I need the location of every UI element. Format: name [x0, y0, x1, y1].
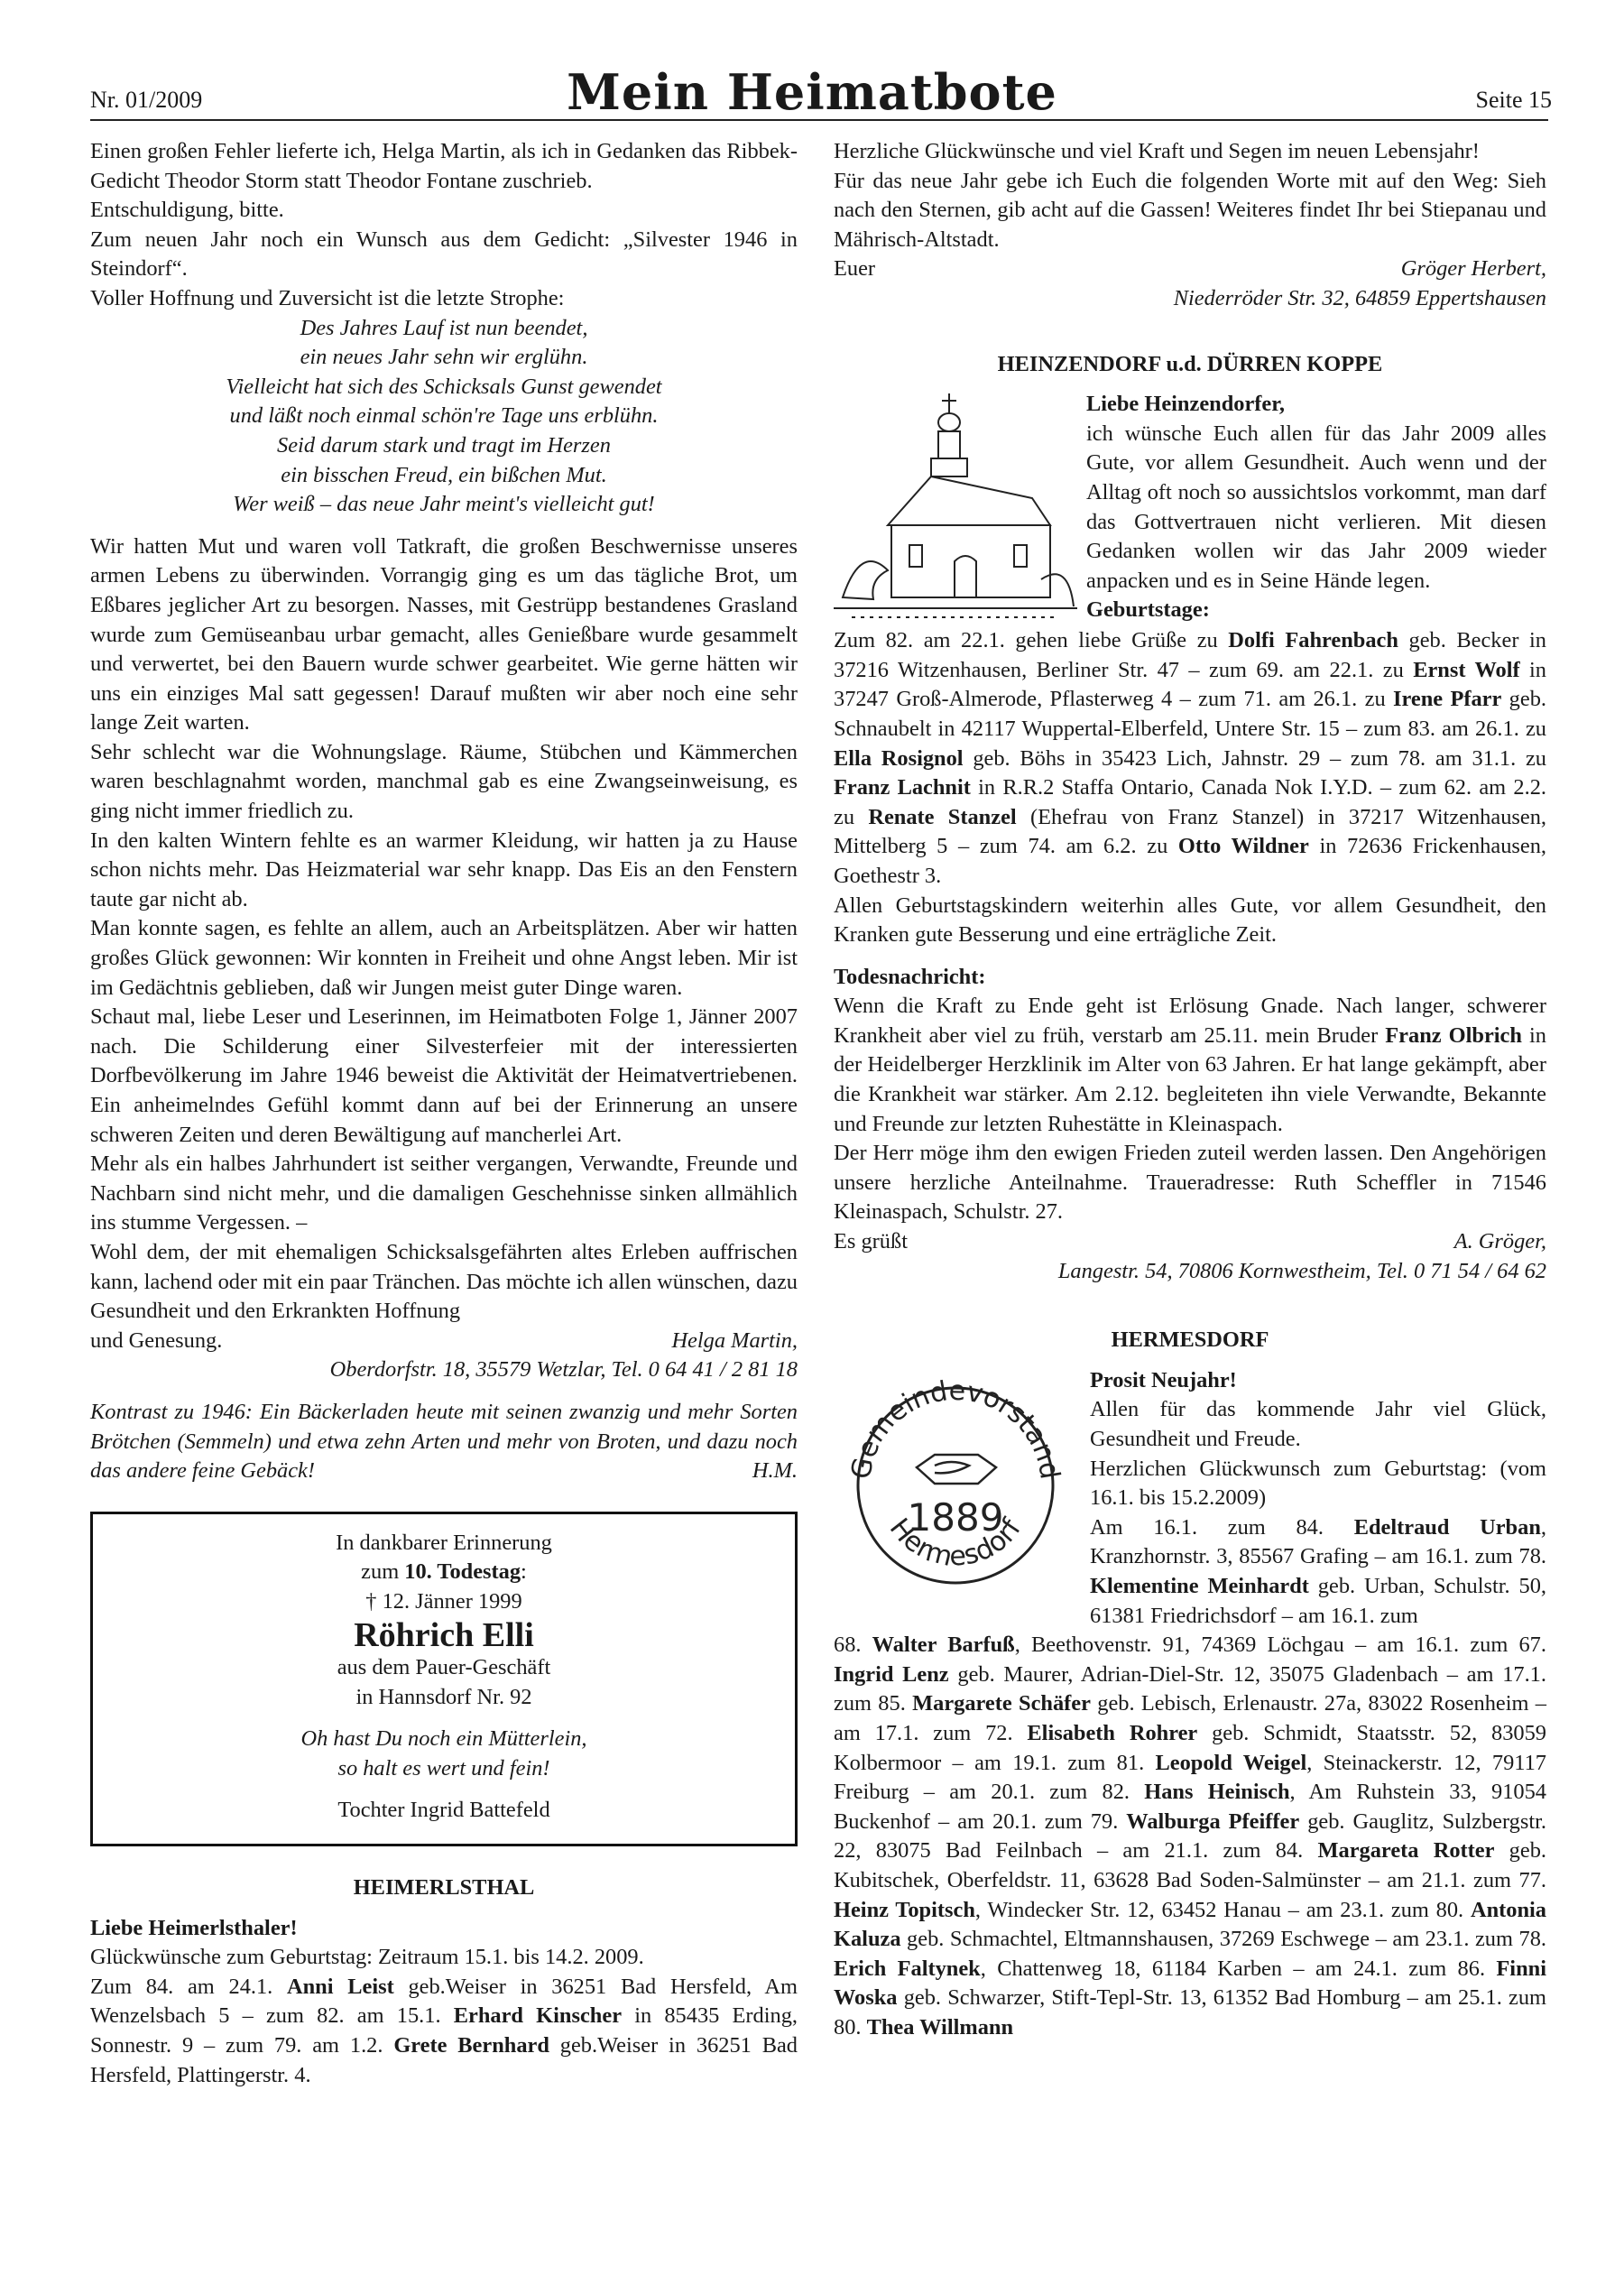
body-paragraph: Schaut mal, liebe Leser und Leserinnen, im Heimatboten Folge 1, Jänner 2007 nach. Die Schilderung einer Silvesterfeier mit der interessierten Dorfbevölkerung im Jahre 1946 beweist die Aktivität der Heimatvertriebenen. Ein anheimelndes Gefühl kommt dann auf bei der Erinnerung an unsere schweren Zeiten und deren Bewältigung auf mancherlei Art.: [90, 1004, 798, 1147]
poem-line: ein neues Jahr sehn wir erglühn.: [300, 345, 588, 370]
memorial-line: In dankbarer Erinnerung: [336, 1530, 552, 1555]
poem-line: Seid darum stark und tragt im Herzen: [277, 432, 611, 458]
svg-text:Gemeindevorstand: [845, 1379, 1066, 1482]
signature-row: [834, 1227, 1546, 1257]
section-heading-hermesdorf: HERMESDORF: [1111, 1327, 1269, 1353]
body-paragraph: Mehr als ein halbes Jahrhundert ist seither vergangen, Verwandte, Freunde und Nachbarn sind nicht mehr, und die damaligen Geschehnisse sinken allmählich ins stumme Vergessen. –: [90, 1152, 798, 1235]
greeting: Prosit Neujahr!: [1090, 1367, 1237, 1392]
body-paragraph: Herzliche Glückwünsche und viel Kraft und Segen im neuen Lebensjahr!: [834, 139, 1480, 163]
issue-number: Nr. 01/2009: [90, 87, 203, 113]
poem-line: und läßt noch einmal schön're Tage uns erblühn.: [229, 403, 659, 429]
greeting: Liebe Heinzendorfer,: [1086, 392, 1285, 417]
gemeinde-seal-icon: [834, 1379, 1077, 1586]
subheading-geburtstage: Geburtstage:: [1086, 597, 1210, 623]
poem-line: Wer weiß – das neue Jahr meint's vielleicht gut!: [233, 492, 655, 517]
body-paragraph: ich wünsche Euch allen für das Jahr 2009 alles Gute, vor allem Gesundheit. Auch wenn und der Alltag oft noch so aussichtslos vorkommt, man darf das Gottvertrauen nicht verlieren. Mit diesen Gedanken wollen wir das Jahr 2009 wieder anpacken und es in Seine Hände legen.: [1086, 421, 1546, 593]
left-column: [90, 137, 798, 2090]
body-paragraph: Sehr schlecht war die Wohnungslage. Räume, Stübchen und Kämmerchen waren beschlagnahmt worden, manchmal gab es eine Zwangseinweisung, es ging nicht immer friedlich zu.: [90, 739, 798, 824]
body-paragraph: Man konnte sagen, es fehlte an allem, auch an Arbeitsplätzen. Aber wir hatten großes Glück gewonnen: Wir konnten in Freiheit und ohne Angst leben. Mir ist im Gedächtnis geblieben, daß wir Jungen meist guter Dinge waren.: [90, 916, 798, 1000]
kontrast-signature: H.M.: [752, 1458, 798, 1484]
page-number: Seite 15: [1475, 87, 1552, 113]
hermesdorf-block: [834, 1366, 1546, 1631]
memorial-name: Röhrich Elli: [354, 1615, 534, 1654]
signature-name: A. Gröger,: [1453, 1229, 1546, 1254]
body-paragraph: Herzlichen Glückwunsch zum Geburtstag: (vom 16.1. bis 15.2.2009): [1090, 1456, 1546, 1511]
poem: [90, 314, 798, 520]
body-paragraph: Allen für das kommende Jahr viel Glück, Gesundheit und Freude.: [1090, 1397, 1546, 1451]
greeting: Liebe Heimerlsthaler!: [90, 1915, 298, 1940]
memorial-from: Tochter Ingrid Battefeld: [337, 1798, 550, 1823]
signature-row: [834, 254, 1546, 284]
poem-line: Des Jahres Lauf ist nun beendet,: [300, 315, 588, 340]
church-block: [834, 390, 1546, 626]
signature-prefix: Euer: [834, 256, 876, 282]
hermesdorf-intro: [1090, 1366, 1546, 1631]
memorial-date: † 12. Jänner 1999: [365, 1588, 522, 1614]
right-column: [834, 137, 1546, 2042]
body-paragraph: Wohl dem, der mit ehemaligen Schicksalsgefährten altes Erleben auffrischen kann, lachend oder mit ein paar Tränchen. Das möchte ich allen wünschen, dazu Gesundheit und den Erkrankten Hoffnung: [90, 1239, 798, 1324]
heinzendorf-greeting-block: [1086, 390, 1546, 625]
intro-line: Einen großen Fehler lieferte ich, Helga Martin, als ich in Gedanken das Ribbek-Gedicht Theodor Storm statt Theodor Fontane zuschrieb.: [90, 139, 798, 193]
birthday-paragraph: Am 16.1. zum 84. Edeltraud Urban, Kranzhornstr. 3, 85567 Grafing – am 16.1. zum 78. Klementine Meinhardt geb. Urban, Schulstr. 50, 61381 Friedrichsdorf – am 16.1. zum: [1090, 1514, 1546, 1628]
memorial-line: in Hannsdorf Nr. 92: [355, 1684, 532, 1709]
signature-row: [90, 1327, 798, 1356]
section-heading-heimerlsthal: HEIMERLSTHAL: [353, 1875, 535, 1901]
intro-line: Voller Hoffnung und Zuversicht ist die letzte Strophe:: [90, 285, 565, 310]
intro-line: Zum neuen Jahr noch ein Wunsch aus dem Gedicht: „Silvester 1946 in Steindorf“.: [90, 227, 798, 282]
body-paragraph: Allen Geburtstagskindern weiterhin alles Gute, vor allem Gesundheit, den Kranken gute Besserung und eine erträgliche Zeit.: [834, 893, 1546, 948]
signature-name: Gröger Herbert,: [1400, 256, 1546, 282]
body-paragraph: Der Herr möge ihm den ewigen Frieden zuteil werden lassen. Den Angehörigen unsere herzliche Anteilnahme. Traueradresse: Ruth Scheffler in 71546 Kleinaspach, Schulstr. 27.: [834, 1141, 1546, 1225]
intro-line: Entschuldigung, bitte.: [90, 198, 284, 223]
body-last-line: und Genesung.: [90, 1327, 223, 1353]
kontrast-note: Kontrast zu 1946: Ein Bäckerladen heute mit seinen zwanzig und mehr Sorten Brötchen (Semmeln) und etwa zehn Arten und mehr von Broten, und dazu noch das andere feine Gebäck! H.M.: [90, 1398, 798, 1486]
memorial-line: aus dem Pauer-Geschäft: [337, 1655, 551, 1680]
seal-top-text: Gemeindevorstand: [844, 1378, 1066, 1482]
memorial-quote: so halt es wert und fein!: [337, 1755, 550, 1781]
body-paragraph: Wenn die Kraft zu Ende geht ist Erlösung Gnade. Nach langer, schwerer Krankheit aber viel zu früh, verstarb am 25.11. mein Bruder Franz Olbrich in der Heidelberger Herzklinik im Alter von 63 Jahren. Er hat lange gekämpft, aber die Krankheit war stärker. Am 2.12. begleiteten ihn viele Verwandte, Bekannte und Freunde zur letzten Ruhestätte in Kleinaspach.: [834, 994, 1546, 1136]
memorial-box: [90, 1512, 798, 1846]
subheading-todesnachricht: Todesnachricht:: [834, 964, 986, 989]
birthday-paragraph: Zum 84. am 24.1. Anni Leist geb.Weiser in 36251 Bad Hersfeld, Am Wenzelsbach 5 – zum 82. am 15.1. Erhard Kinscher in 85435 Erding, Sonnestr. 9 – zum 79. am 1.2. Grete Bernhard geb.Weiser in 36251 Bad Hersfeld, Plattingerstr. 4.: [90, 1974, 798, 2087]
birthday-paragraph: 68. Walter Barfuß, Beethovenstr. 91, 74369 Löchgau – am 16.1. zum 67. Ingrid Lenz geb. Maurer, Adrian-Diel-Str. 12, 35075 Gladenbach – am 17.1. zum 85. Margarete Schäfer geb. Lebisch, Erlenaustr. 27a, 83022 Rosenheim – am 17.1. zum 72. Elisabeth Rohrer geb. Schmidt, Staatsstr. 52, 83059 Kolbermoor – am 19.1. zum 81. Leopold Weigel, Steinackerstr. 12, 79117 Freiburg – am 20.1. zum 82. Hans Heinisch, Am Ruhstein 33, 91054 Buckenhof – am 20.1. zum 79. Walburga Pfeiffer geb. Gauglitz, Sulzbergstr. 22, 83075 Bad Feilnbach – am 21.1. zum 84. Margareta Rotter geb. Kubitschek, Oberfeldstr. 11, 63628 Bad Soden-Salmünster – am 21.1. zum 77. Heinz Topitsch, Windecker Str. 12, 63452 Hanau – am 23.1. zum 80. Antonia Kaluza geb. Schmachtel, Eltmannshausen, 37269 Eschwege – am 23.1. zum 78. Erich Faltynek, Chattenweg 18, 61184 Karben – am 24.1. zum 86. Finni Woska geb. Schwarzer, Stift-Tepl-Str. 13, 61352 Bad Homburg – am 25.1. zum 80. Thea Willmann: [834, 1633, 1547, 2040]
seal-year: 1889: [907, 1494, 1004, 1540]
poem-line: ein bisschen Freud, ein bißchen Mut.: [281, 462, 607, 487]
signature-address: Langestr. 54, 70806 Kornwestheim, Tel. 0 71 54 / 64 62: [1057, 1258, 1546, 1283]
header-rule: [90, 119, 1548, 121]
body-paragraph: Für das neue Jahr gebe ich Euch die folgenden Worte mit auf den Weg: Sieh nach den Sternen, gib acht auf die Gassen! Weiteres findet Ihr bei Stiepanau und Mährisch-Altstadt.: [834, 168, 1546, 252]
seal-bottom-text: Hermesdorf: [882, 1512, 1029, 1573]
masthead-logo: Mein Heimatbote: [567, 63, 1057, 121]
signature-name: Helga Martin,: [671, 1327, 798, 1353]
signature-address: Niederröder Str. 32, 64859 Eppertshausen: [1173, 285, 1546, 310]
signature-address: Oberdorfstr. 18, 35579 Wetzlar, Tel. 0 64 41 / 2 81 18: [329, 1357, 798, 1383]
memorial-line: zum 10. Todestag:: [361, 1559, 527, 1585]
birthday-paragraph: Zum 82. am 22.1. gehen liebe Grüße zu Dolfi Fahrenbach geb. Becker in 37216 Witzenhausen, Berliner Str. 47 – zum 69. am 22.1. zu Ernst Wolf in 37247 Groß-Almerode, Pflasterweg 4 – zum 71. am 26.1. zu Irene Pfarr geb. Schnaubelt in 42117 Wuppertal-Elberfeld, Untere Str. 15 – zum 83. am 26.1. zu Ella Rosignol geb. Böhs in 35423 Lich, Jahnstr. 29 – zum 78. am 31.1. zu Franz Lachnit in R.R.2 Staffa Ontario, Canada Nok I.Y.D. – zum 62. am 2.2. zu Renate Stanzel (Ehefrau von Franz Stanzel) in 37217 Witzenhausen, Mittelberg 5 – zum 74. am 6.2. zu Otto Wildner in 72636 Frickenhausen, Goethestr 3.: [834, 628, 1547, 888]
memorial-quote: Oh hast Du noch ein Mütterlein,: [300, 1726, 587, 1752]
body-paragraph: Wir hatten Mut und waren voll Tatkraft, die großen Beschwernisse unseres armen Lebens zu überwinden. Vorrangig ging es um das tägliche Brot, um Eßbares jeglicher Art zu besorgen. Nasses, mit Gestrüpp bestandenes Grasland wurde zum Gemüseanbau urbar gemacht, alles Genießbare wurde gesammelt und verwertet, bei den Bauern wurde schwer gearbeitet. Wie gerne hätten wir uns ein einziges Mal satt gegessen! Darauf mußten wir aber noch eine sehr lange Zeit warten.: [90, 533, 798, 735]
signature-prefix: Es grüßt: [834, 1229, 908, 1254]
church-illustration: [834, 390, 1077, 626]
body-paragraph: Glückwünsche zum Geburtstag: Zeitraum 15.1. bis 14.2. 2009.: [90, 1945, 644, 1970]
poem-line: Vielleicht hat sich des Schicksals Gunst gewendet: [226, 374, 662, 399]
body-paragraph: In den kalten Wintern fehlte es an warmer Kleidung, wir hatten ja zu Hause schon nichts mehr. Das Heizmaterial war sehr knapp. Das Eis an den Fenstern taute gar nicht ab.: [90, 828, 798, 911]
section-heading-heinzendorf: HEINZENDORF u.d. DÜRREN KOPPE: [997, 351, 1383, 376]
